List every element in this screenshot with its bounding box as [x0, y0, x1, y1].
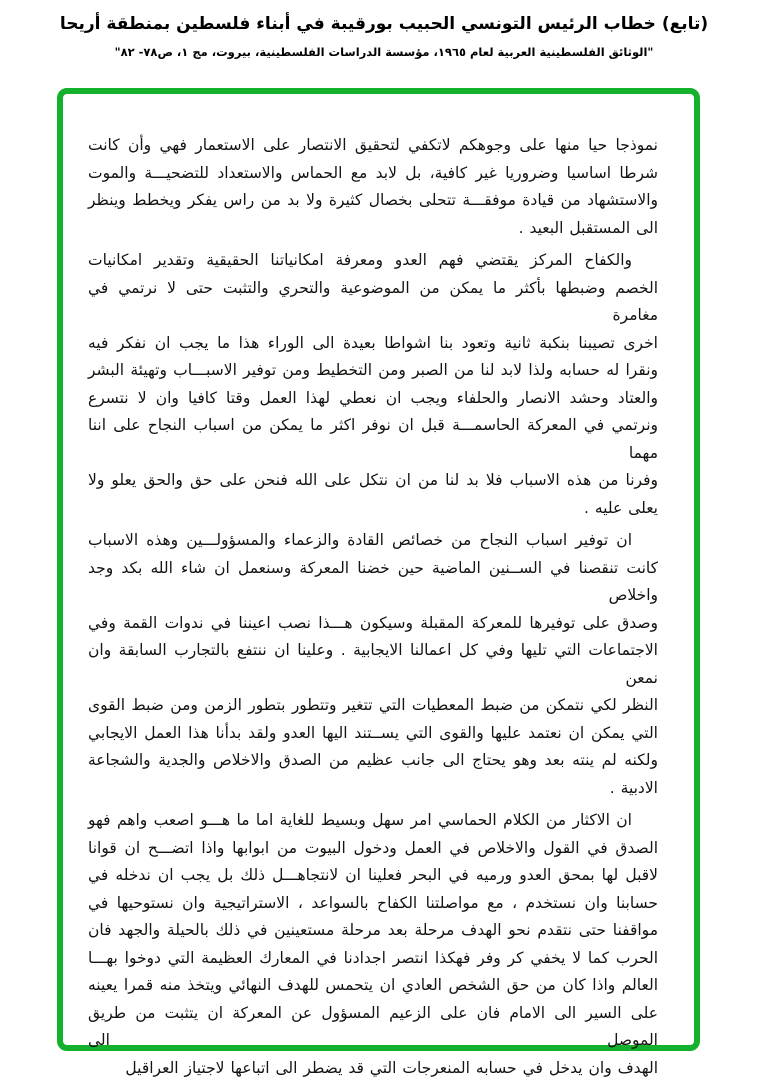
text-line: الادبية . [609, 778, 658, 797]
text-line: التي يمكن ان نعتمد عليها والقوى التي يســتند اليها العدو ولقد بدأنا هذا العمل الايجابي [88, 723, 658, 742]
text-line: يعلى عليه . [584, 498, 658, 517]
text-line: النظر لكي نتمكن من ضبط المعطيات التي تتغير وتتطور بتطور الزمن ومن ضبط القوى [88, 696, 658, 714]
text-line: الى المستقبل البعيد . [518, 218, 658, 237]
text-line: حسابنا وان نستخدم ، مع مواصلتنا الكفاح بالسواعد ، الاستراتيجية وان نستوحيها في [88, 893, 658, 912]
paragraph [88, 527, 658, 802]
text-line: وفرنا من هذه الاسباب فلا بد لنا من ان نتكل على الله فنحن على حق والحق يعلو ولا [88, 471, 658, 489]
text-line: اخرى تصيبنا بنكبة ثانية وتعود بنا اشواطا بعيدة الى الوراء هذا ما يجب ان نفكر فيه [88, 333, 658, 352]
text-line: مواقفنا حتى نتقدم نحو الهدف مرحلة بعد مرحلة مستعينين في ذلك بالحيلة والجهد فان [88, 921, 658, 939]
text-line: شرطا اساسيا وضروريا غير كافية، بل لابد مع الحماس والاستعداد للتضحيـــة والموت [88, 163, 658, 182]
text-line: وصدق على توفيرها للمعركة المقبلة وسيكون هـــذا نصب اعيننا في ندوات القمة وفي [88, 613, 658, 632]
text-line: العالم واذا كان من حق الشخص العادي ان يتحمس للهدف النهائي ويتخذ منه قمرا يعينه [88, 976, 658, 994]
text-line: على السير الى الامام فان على الزعيم المسؤول عن المعركة ان يتثبت من طريق الموصل الى [88, 1003, 658, 1049]
text-line: الحرب كما لا يخفي كر وفر فهكذا انتصر اجدادنا في المعارك العظيمة التي دوخوا بهـــا [88, 948, 658, 967]
text-line: الخصم وضبطها بأكثر ما يمكن من الموضوعية والتحري والتثبت حتى لا نرتمي في مغامرة [88, 278, 658, 324]
text-line: نموذجا حيا منها على وجوهكم لاتكفي لتحقيق الانتصار على الاستعمار فهي وأن كانت [88, 136, 658, 154]
text-line: ونقرا له حسابه ولذا لابد لنا من الصبر ومن التخطيط ومن توفير الاسبـــاب وتهيئة البشر [88, 361, 658, 379]
green-highlight-frame [57, 88, 700, 1077]
paragraph [88, 807, 658, 1082]
document-body [63, 94, 694, 1082]
text-line: الهدف وان يدخل في حسابه المنعرجات التي قد يضطر الى اتباعها لاجتياز العراقيل [125, 1058, 658, 1077]
paragraph [88, 132, 658, 242]
text-line: والاستشهاد من قيادة موفقـــة تتحلى بخصال كثيرة ولا بد من راس يفكر ويخطط وينظر [88, 191, 658, 209]
text-line: الصدق في القول والاخلاص في العمل ودخول البيوت من ابوابها واذا اتضـــح ان قوانا [88, 838, 658, 857]
text-line: لاقبل لها بمحق العدو ورميه في البحر فعلينا ان لانتجاهـــل ذلك بل يجب ان ندخله في [88, 866, 658, 884]
text-line: كانت تنقصنا في الســنين الماضية حين خضنا المعركة وسنعمل ان شاء الله بكد وجد واخلاص [88, 558, 658, 604]
text-line: ان توفير اسباب النجاح من خصائص القادة والزعماء والمسؤولـــين وهذه الاسباب [88, 531, 632, 549]
text-line: ان الاكثار من الكلام الحماسي امر سهل وبسيط للغاية اما ما هـــو اصعب واهم فهو [88, 811, 632, 829]
document-title: (تابع) خطاب الرئيس التونسي الحبيب بورقيبة في أبناء فلسطين بمنطقة أريحا [59, 14, 709, 34]
text-line: ونرتمي في المعركة الحاسمـــة قبل ان نوفر اكثر ما يمكن من اسباب النجاح على اننا مهما [88, 416, 658, 462]
source-citation: "الوثائق الفلسطينية العربية لعام ١٩٦٥، مؤسسة الدراسات الفلسطينية، بيروت، مج ١، ص٧٨- ٨٢" [114, 45, 654, 59]
text-line: الاجتماعات التي تليها وفي كل اعمالنا الايجابية . وعلينا ان ننتفع بالتجارب السابقة وان نمعن [88, 641, 658, 687]
paragraph [88, 247, 658, 522]
text-line: والعتاد وحشد الانصار والحلفاء ويجب ان نعطي لهذا العمل وقتا كافيا وان لا نتسرع [88, 388, 658, 407]
text-line: ولكنه لم ينته بعد وهو يحتاج الى جانب عظيم من الصدق والاخلاص والجدية والشجاعة [88, 751, 658, 769]
page-header [0, 12, 768, 60]
text-line: والكفاح المركز يقتضي فهم العدو ومعرفة امكانياتنا الحقيقية وتقدير امكانيات [88, 251, 632, 269]
